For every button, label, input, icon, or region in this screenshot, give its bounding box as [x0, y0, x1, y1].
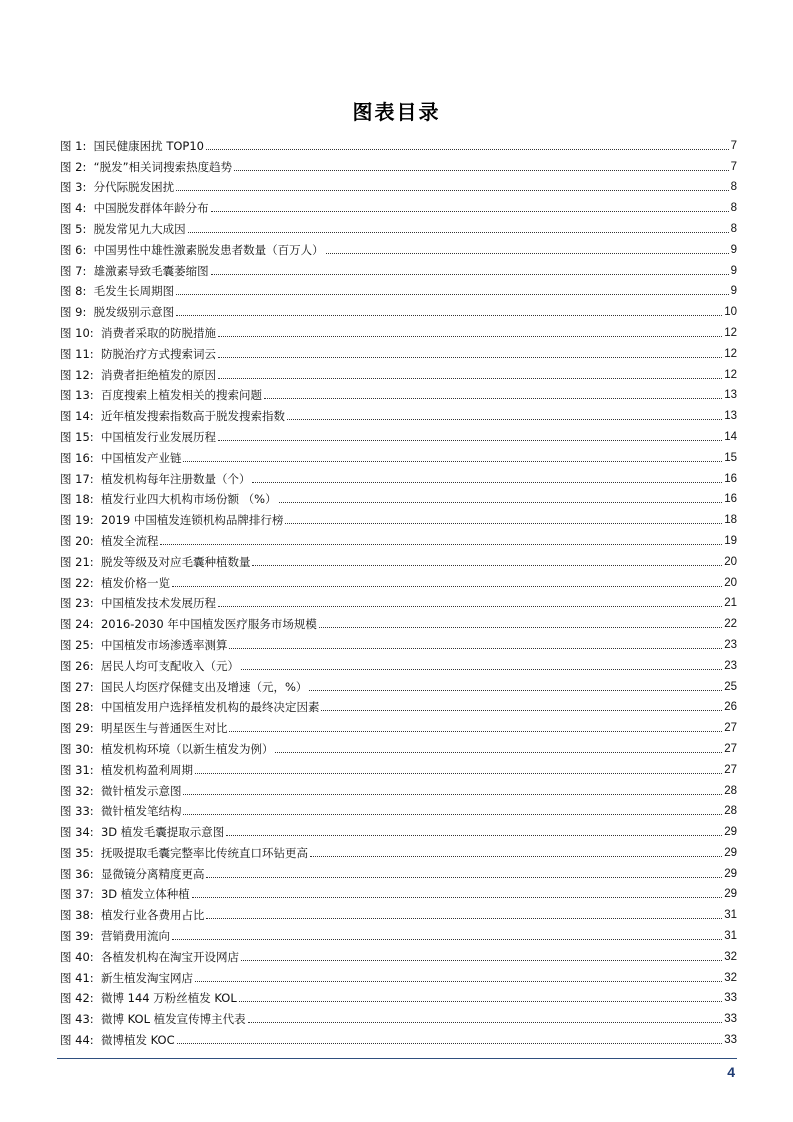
- page-reference: 9: [730, 285, 737, 298]
- figure-number: 图 5:: [60, 221, 87, 236]
- dot-leader: [218, 378, 722, 379]
- page-reference: 12: [724, 347, 737, 360]
- toc-entry-label: [60, 576, 170, 590]
- figure-number: 图 27:: [60, 679, 94, 694]
- figure-number: 图 35:: [60, 845, 94, 860]
- toc-entry-label: [60, 950, 239, 964]
- page-reference: 15: [724, 451, 737, 464]
- page-reference: 16: [724, 472, 737, 485]
- figure-number: 图 42:: [60, 991, 94, 1006]
- page-reference: 7: [730, 160, 737, 173]
- dot-leader: [160, 544, 722, 545]
- figure-number: 图 40:: [60, 949, 94, 964]
- toc-entry[interactable]: [60, 215, 737, 236]
- dot-leader: [206, 918, 722, 919]
- figure-title: 植发全流程: [100, 533, 159, 548]
- toc-entry[interactable]: [60, 132, 737, 153]
- figure-number: 图 24:: [60, 617, 94, 632]
- figure-number: 图 14:: [60, 409, 94, 424]
- toc-entry-label: [60, 846, 308, 860]
- figure-title: 植发机构环境（以新生植发为例）: [100, 741, 274, 756]
- figure-title: 中国男性中雄性激素脱发患者数量（百万人）: [93, 242, 324, 257]
- dot-leader: [234, 170, 729, 171]
- page-reference: 18: [724, 514, 737, 527]
- page-number: 4: [727, 1064, 735, 1080]
- dot-leader: [229, 648, 722, 649]
- toc-entry[interactable]: [60, 901, 737, 922]
- figure-number: 图 7:: [60, 263, 87, 278]
- figure-title: 微针植发笔结构: [100, 804, 182, 819]
- figure-title: 中国植发行业发展历程: [100, 429, 216, 444]
- figure-list: [60, 132, 737, 1047]
- toc-entry[interactable]: [60, 194, 737, 215]
- toc-entry-label: [60, 1012, 246, 1026]
- page-reference: 16: [724, 493, 737, 506]
- toc-entry-label: [60, 305, 174, 319]
- page-reference: 9: [730, 243, 737, 256]
- toc-entry-label: [60, 700, 319, 714]
- toc-entry-label: [60, 534, 158, 548]
- figure-number: 图 25:: [60, 637, 94, 652]
- toc-entry-label: [60, 596, 216, 610]
- toc-entry[interactable]: [60, 839, 737, 860]
- toc-entry-label: [60, 201, 209, 215]
- figure-number: 图 18:: [60, 492, 94, 507]
- toc-entry[interactable]: [60, 361, 737, 382]
- page-title: 图表目录: [352, 100, 441, 124]
- dot-leader: [211, 211, 729, 212]
- figure-number: 图 10:: [60, 325, 94, 340]
- toc-entry-label: [60, 555, 250, 569]
- dot-leader: [176, 315, 722, 316]
- figure-title: 显微镜分离精度更高: [100, 866, 205, 881]
- figure-number: 图 38:: [60, 908, 94, 923]
- figure-number: 图 4:: [60, 201, 87, 216]
- toc-entry[interactable]: [60, 319, 737, 340]
- figure-title: 植发行业各费用占比: [100, 908, 205, 923]
- figure-title: 消费者拒绝植发的原因: [100, 367, 216, 382]
- toc-entry-label: [60, 243, 324, 257]
- toc-entry-label: [60, 825, 224, 839]
- toc-entry-label: [60, 991, 237, 1005]
- figure-title: 毛发生长周期图: [93, 284, 175, 299]
- toc-entry[interactable]: [60, 174, 737, 195]
- figure-number: 图 20:: [60, 533, 94, 548]
- figure-title: 近年植发搜索指数高于脱发搜索指数: [100, 409, 285, 424]
- figure-title: 微博 KOL 植发宣传博主代表: [100, 1012, 246, 1027]
- figure-title: 微博 144 万粉丝植发 KOL: [100, 991, 237, 1006]
- toc-entry-label: [60, 867, 204, 881]
- figure-number: 图 12:: [60, 367, 94, 382]
- figure-number: 图 32:: [60, 783, 94, 798]
- page-reference: 33: [724, 1034, 737, 1047]
- toc-entry-label: [60, 763, 193, 777]
- figure-title: 防脱治疗方式搜索词云: [100, 346, 216, 361]
- toc-entry-label: [60, 139, 204, 153]
- figure-number: 图 37:: [60, 887, 94, 902]
- dot-leader: [239, 1001, 722, 1002]
- page-reference: 27: [724, 763, 737, 776]
- dot-leader: [176, 190, 728, 191]
- dot-leader: [206, 877, 722, 878]
- figure-title: 雄激素导致毛囊萎缩图: [93, 263, 209, 278]
- toc-entry-label: [60, 180, 174, 194]
- page-reference: 8: [730, 202, 737, 215]
- toc-entry-label: [60, 784, 181, 798]
- page-reference: 23: [724, 638, 737, 651]
- toc-entry[interactable]: [60, 756, 737, 777]
- page-reference: 29: [724, 867, 737, 880]
- page-reference: 12: [724, 368, 737, 381]
- figure-number: 图 30:: [60, 741, 94, 756]
- toc-entry[interactable]: [60, 527, 737, 548]
- toc-entry[interactable]: [60, 673, 737, 694]
- toc-entry[interactable]: [60, 652, 737, 673]
- figure-title: 2019 中国植发连锁机构品牌排行榜: [100, 513, 284, 528]
- toc-entry[interactable]: [60, 943, 737, 964]
- page-reference: 29: [724, 846, 737, 859]
- figure-number: 图 6:: [60, 242, 87, 257]
- dot-leader: [183, 794, 722, 795]
- toc-entry[interactable]: [60, 506, 737, 527]
- dot-leader: [285, 523, 722, 524]
- figure-title: 微针植发示意图: [100, 783, 182, 798]
- figure-number: 图 23:: [60, 596, 94, 611]
- dot-leader: [275, 752, 722, 753]
- page-reference: 28: [724, 805, 737, 818]
- toc-entry[interactable]: [60, 777, 737, 798]
- dot-leader: [192, 897, 722, 898]
- page-reference: 9: [730, 264, 737, 277]
- dot-leader: [310, 856, 722, 857]
- figure-number: 图 9:: [60, 305, 87, 320]
- figure-number: 图 29:: [60, 721, 94, 736]
- page-reference: 20: [724, 576, 737, 589]
- figure-number: 图 26:: [60, 658, 94, 673]
- dot-leader: [321, 710, 722, 711]
- page-reference: 25: [724, 680, 737, 693]
- dot-leader: [211, 274, 729, 275]
- toc-entry[interactable]: [60, 402, 737, 423]
- figure-number: 图 13:: [60, 388, 94, 403]
- figure-number: 图 22:: [60, 575, 94, 590]
- toc-entry[interactable]: [60, 922, 737, 943]
- page-reference: 14: [724, 430, 737, 443]
- page-reference: 27: [724, 722, 737, 735]
- page-reference: 31: [724, 909, 737, 922]
- toc-entry[interactable]: [60, 278, 737, 299]
- toc-entry-label: [60, 908, 204, 922]
- figure-title: 国民人均医疗保健支出及增速（元，%）: [100, 679, 308, 694]
- figure-number: 图 1:: [60, 138, 87, 153]
- dot-leader: [229, 731, 722, 732]
- figure-title: 各植发机构在淘宝开设网店: [100, 949, 239, 964]
- figure-title: 营销费用流向: [100, 929, 170, 944]
- dot-leader: [319, 627, 722, 628]
- figure-number: 图 15:: [60, 429, 94, 444]
- dot-leader: [287, 419, 722, 420]
- figure-title: 国民健康困扰 TOP10: [93, 138, 204, 153]
- dot-leader: [309, 690, 722, 691]
- toc-entry[interactable]: [60, 881, 737, 902]
- dot-leader: [218, 336, 722, 337]
- figure-number: 图 8:: [60, 284, 87, 299]
- toc-entry[interactable]: [60, 985, 737, 1006]
- toc-entry[interactable]: [60, 1026, 737, 1047]
- toc-entry[interactable]: [60, 340, 737, 361]
- figure-title: 植发行业四大机构市场份额 （%）: [100, 492, 277, 507]
- toc-entry-label: [60, 929, 170, 943]
- figure-title: 百度搜索上植发相关的搜索问题: [100, 388, 262, 403]
- dot-leader: [218, 357, 722, 358]
- toc-entry[interactable]: [60, 298, 737, 319]
- dot-leader: [264, 398, 722, 399]
- figure-title: 消费者采取的防脱措施: [100, 325, 216, 340]
- page-reference: 8: [730, 222, 737, 235]
- toc-entry-label: [60, 680, 307, 694]
- figure-title: 植发机构盈利周期: [100, 762, 193, 777]
- toc-entry-label: [60, 617, 317, 631]
- toc-entry[interactable]: [60, 964, 737, 985]
- toc-entry[interactable]: [60, 631, 737, 652]
- page-reference: 12: [724, 326, 737, 339]
- dot-leader: [183, 814, 722, 815]
- toc-entry[interactable]: [60, 610, 737, 631]
- figure-title: 中国脱发群体年龄分布: [93, 201, 209, 216]
- toc-entry-label: [60, 264, 209, 278]
- page-reference: 33: [724, 992, 737, 1005]
- dot-leader: [279, 502, 723, 503]
- toc-entry-label: [60, 1033, 175, 1047]
- figure-title: 3D 植发立体种植: [100, 887, 190, 902]
- toc-entry[interactable]: [60, 735, 737, 756]
- dot-leader: [195, 981, 722, 982]
- toc-entry[interactable]: [60, 1005, 737, 1026]
- toc-entry[interactable]: [60, 694, 737, 715]
- figure-title: 2016-2030 年中国植发医疗服务市场规模: [100, 617, 317, 632]
- figure-title: 中国植发产业链: [100, 450, 182, 465]
- toc-entry[interactable]: [60, 486, 737, 507]
- figure-title: 脱发级别示意图: [93, 305, 175, 320]
- figure-title: 微博植发 KOC: [100, 1033, 175, 1048]
- toc-entry-label: [60, 160, 232, 174]
- toc-entry-label: [60, 409, 285, 423]
- figure-number: 图 2:: [60, 159, 87, 174]
- toc-entry[interactable]: [60, 714, 737, 735]
- toc-entry-label: [60, 804, 181, 818]
- figure-title: 植发机构每年注册数量（个）: [100, 471, 251, 486]
- toc-entry-label: [60, 451, 181, 465]
- figure-number: 图 28:: [60, 700, 94, 715]
- dot-leader: [241, 960, 722, 961]
- page-reference: 22: [724, 618, 737, 631]
- dot-leader: [326, 253, 729, 254]
- dot-leader: [177, 1043, 723, 1044]
- figure-title: 中国植发市场渗透率测算: [100, 637, 228, 652]
- toc-entry[interactable]: [60, 465, 737, 486]
- dot-leader: [241, 669, 722, 670]
- figure-number: 图 17:: [60, 471, 94, 486]
- figure-title: 新生植发淘宝网店: [100, 970, 193, 985]
- figure-title: 中国植发用户选择植发机构的最终决定因素: [100, 700, 320, 715]
- toc-entry[interactable]: [60, 236, 737, 257]
- figure-title: 植发价格一览: [100, 575, 170, 590]
- figure-number: 图 34:: [60, 825, 94, 840]
- figure-title: 3D 植发毛囊提取示意图: [100, 825, 225, 840]
- figure-number: 图 36:: [60, 866, 94, 881]
- page-reference: 32: [724, 950, 737, 963]
- toc-entry[interactable]: [60, 423, 737, 444]
- toc-entry[interactable]: [60, 444, 737, 465]
- figure-number: 图 33:: [60, 804, 94, 819]
- figure-title: 中国植发技术发展历程: [100, 596, 216, 611]
- dot-leader: [218, 440, 722, 441]
- page-reference: 13: [724, 389, 737, 402]
- footer-divider: [57, 1058, 737, 1059]
- toc-entry[interactable]: [60, 590, 737, 611]
- dot-leader: [188, 232, 729, 233]
- dot-leader: [183, 461, 722, 462]
- page-reference: 33: [724, 1013, 737, 1026]
- toc-entry-label: [60, 388, 262, 402]
- dot-leader: [218, 606, 722, 607]
- toc-entry-label: [60, 492, 277, 506]
- page-reference: 21: [724, 597, 737, 610]
- figure-number: 图 44:: [60, 1033, 94, 1048]
- toc-entry-label: [60, 326, 216, 340]
- toc-entry-label: [60, 368, 216, 382]
- toc-entry[interactable]: [60, 860, 737, 881]
- page-reference: 31: [724, 930, 737, 943]
- figure-title: 抚吸提取毛囊完整率比传统直口环钻更高: [100, 845, 308, 860]
- toc-entry-label: [60, 659, 239, 673]
- figure-number: 图 21:: [60, 554, 94, 569]
- toc-entry-label: [60, 742, 273, 756]
- dot-leader: [172, 586, 722, 587]
- figure-title: “脱发”相关词搜索热度趋势: [93, 159, 233, 174]
- page-reference: 29: [724, 826, 737, 839]
- page-reference: 28: [724, 784, 737, 797]
- toc-entry[interactable]: [60, 382, 737, 403]
- page-reference: 10: [724, 306, 737, 319]
- page-reference: 7: [730, 139, 737, 152]
- page-reference: 8: [730, 181, 737, 194]
- dot-leader: [252, 565, 722, 566]
- dot-leader: [176, 294, 728, 295]
- toc-entry-label: [60, 222, 186, 236]
- toc-entry[interactable]: [60, 153, 737, 174]
- figure-number: 图 41:: [60, 970, 94, 985]
- dot-leader: [206, 149, 729, 150]
- toc-entry-label: [60, 887, 190, 901]
- page-reference: 29: [724, 888, 737, 901]
- page-reference: 13: [724, 410, 737, 423]
- figure-title: 明星医生与普通医生对比: [100, 721, 228, 736]
- toc-entry[interactable]: [60, 257, 737, 278]
- figure-number: 图 39:: [60, 929, 94, 944]
- toc-entry-label: [60, 513, 283, 527]
- page-reference: 19: [724, 534, 737, 547]
- dot-leader: [252, 482, 722, 483]
- dot-leader: [172, 939, 722, 940]
- toc-entry-label: [60, 430, 216, 444]
- toc-entry[interactable]: [60, 798, 737, 819]
- figure-number: 图 31:: [60, 762, 94, 777]
- toc-entry-label: [60, 472, 250, 486]
- figure-title: 居民人均可支配收入（元）: [100, 658, 239, 673]
- figure-number: 图 16:: [60, 450, 94, 465]
- dot-leader: [226, 835, 722, 836]
- toc-entry-label: [60, 721, 227, 735]
- figure-number: 图 19:: [60, 513, 94, 528]
- page-reference: 32: [724, 971, 737, 984]
- dot-leader: [248, 1022, 723, 1023]
- page-reference: 23: [724, 659, 737, 672]
- figure-title: 脱发等级及对应毛囊种植数量: [100, 554, 251, 569]
- toc-entry[interactable]: [60, 569, 737, 590]
- figure-number: 图 43:: [60, 1012, 94, 1027]
- figure-title: 分代际脱发困扰: [93, 180, 175, 195]
- figure-number: 图 11:: [60, 346, 94, 361]
- toc-entry-label: [60, 638, 227, 652]
- page-reference: 27: [724, 742, 737, 755]
- toc-entry[interactable]: [60, 548, 737, 569]
- toc-entry-label: [60, 284, 174, 298]
- toc-entry-label: [60, 347, 216, 361]
- figure-title: 脱发常见九大成因: [93, 221, 186, 236]
- toc-entry[interactable]: [60, 818, 737, 839]
- page-reference: 26: [724, 701, 737, 714]
- toc-entry-label: [60, 971, 193, 985]
- page-reference: 20: [724, 555, 737, 568]
- dot-leader: [195, 773, 722, 774]
- figure-number: 图 3:: [60, 180, 87, 195]
